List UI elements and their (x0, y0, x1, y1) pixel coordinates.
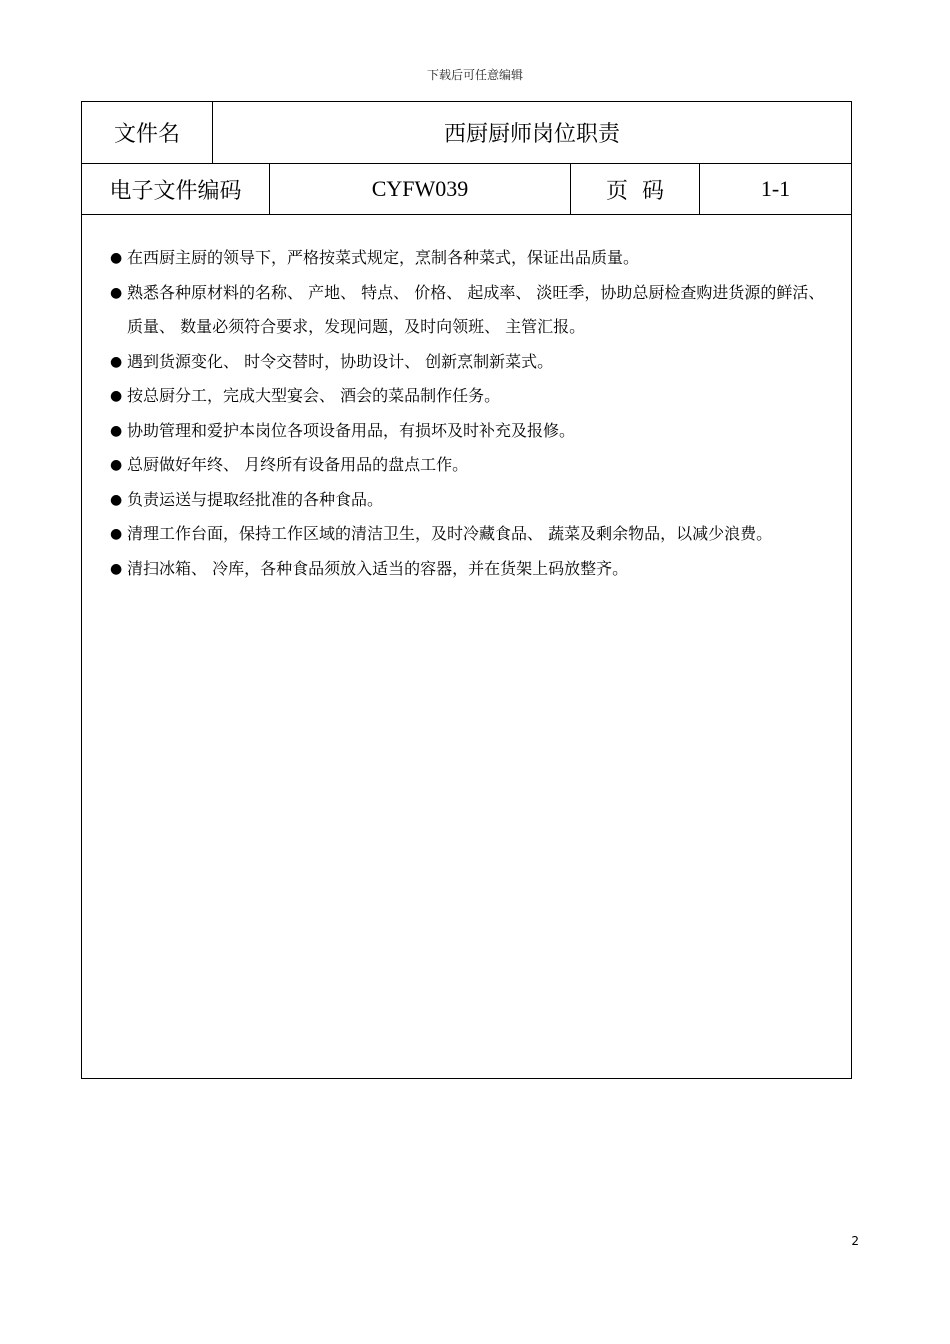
bullet-icon: ● (110, 422, 123, 439)
page-number: 2 (851, 1234, 859, 1248)
list-item: ● 熟悉各种原材料的名称、 产地、 特点、 价格、 起成率、 淡旺季，协助总厨检查购进货源的鲜活、 质量、 数量必须符合要求，发现问题，及时向领班、 主管汇报。 (110, 276, 831, 345)
document-table (81, 101, 852, 1079)
page-value: 1-1 (760, 176, 791, 201)
file-code-label: 电子文件编码 (82, 164, 270, 214)
bullet-icon: ● (110, 491, 123, 508)
file-name-value: 西厨厨师岗位职责 (443, 122, 620, 147)
list-item: ● 协助管理和爱护本岗位各项设备用品，有损坏及时补充及报修。 (110, 414, 831, 449)
file-code-value: CYFW039 (270, 164, 571, 214)
bullet-icon: ● (110, 250, 123, 266)
bullet-icon: ● (110, 388, 123, 404)
list-item: ● 按总厨分工，完成大型宴会、 酒会的菜品制作任务。 (110, 379, 831, 414)
duties-list (82, 215, 851, 586)
table-row-title (82, 102, 851, 164)
bullet-icon: ● (110, 353, 123, 370)
bullet-icon: ● (110, 284, 123, 301)
page-header-note: 下载后可任意编辑 (426, 68, 523, 82)
list-item: ● 总厨做好年终、 月终所有设备用品的盘点工作。 (110, 448, 831, 483)
list-item: ● 遇到货源变化、 时令交替时，协助设计、 创新烹制新菜式。 (110, 345, 831, 380)
bullet-icon: ● (110, 457, 123, 473)
page-label: 页 码 (571, 164, 700, 214)
bullet-icon: ● (110, 526, 123, 542)
list-item: ● 清理工作台面，保持工作区域的清洁卫生，及时冷藏食品、 蔬菜及剩余物品，以减少浪费。 (110, 517, 831, 552)
file-name-label: 文件名 (82, 102, 213, 163)
bullet-icon: ● (110, 560, 123, 577)
list-item: ● 在西厨主厨的领导下，严格按菜式规定，烹制各种菜式，保证出品质量。 (110, 241, 831, 276)
list-item: ● 清扫冰箱、 冷库，各种食品须放入适当的容器，并在货架上码放整齐。 (110, 552, 831, 587)
table-row-code (82, 164, 851, 215)
list-item: ● 负责运送与提取经批准的各种食品。 (110, 483, 831, 518)
